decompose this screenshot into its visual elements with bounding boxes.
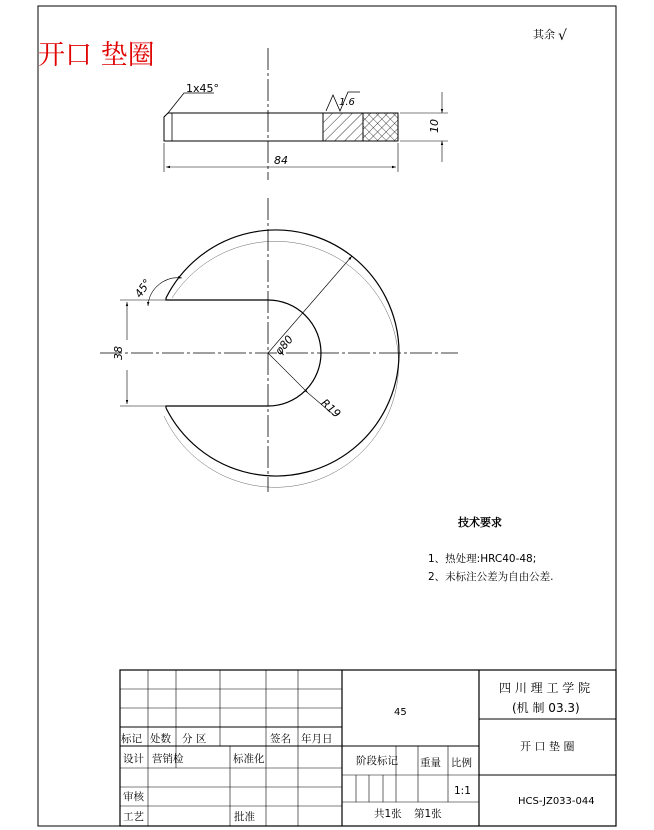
radius-dim: R19 <box>318 396 344 421</box>
label-sign: 签名 <box>270 733 291 745</box>
length-dim: 84 <box>274 154 288 167</box>
drawing-title: 开口 垫圈 <box>38 40 155 71</box>
class-name: (机 制 03.3) <box>512 701 580 715</box>
tech-req-item: 1、热处理:HRC40-48; <box>428 553 537 565</box>
label-zone: 分 区 <box>182 733 207 745</box>
label-review: 审核 <box>123 791 144 803</box>
tech-req-heading: 技术要求 <box>458 516 502 529</box>
sheets-total: 共1张 <box>374 808 402 820</box>
label-mark: 标记 <box>121 733 142 745</box>
roughness-symbol: √ <box>558 28 567 44</box>
label-std-check: 标准化 <box>233 753 265 765</box>
angle-dim: 45° <box>132 276 155 301</box>
roughness-value: 1.6 <box>339 97 355 108</box>
diameter-dim: φ80 <box>272 332 296 358</box>
label-date: 年月日 <box>301 733 333 745</box>
front-view <box>164 48 448 180</box>
label-enterprise: 营销检 <box>152 753 184 765</box>
material: 45 <box>394 707 407 718</box>
thickness-dim: 10 <box>428 119 441 133</box>
label-ratio: 比例 <box>451 757 472 769</box>
tech-req-item: 2、未标注公差为自由公差. <box>428 571 554 583</box>
chamfer-label: 1x45° <box>186 82 220 95</box>
top-view <box>100 198 458 492</box>
roughness-note: 其余 <box>533 28 555 41</box>
hatched-section <box>323 113 363 141</box>
label-count: 处数 <box>150 733 171 745</box>
scale-value: 1:1 <box>454 785 471 797</box>
label-approve: 批准 <box>234 811 255 823</box>
label-design: 设计 <box>123 753 144 765</box>
label-stage: 阶段标记 <box>356 755 398 767</box>
drawing-code: HCS-JZ033-044 <box>518 796 595 807</box>
crosshatch-section <box>363 113 398 141</box>
sheet-number: 第1张 <box>414 808 442 820</box>
label-weight: 重量 <box>420 757 441 769</box>
school-name: 四 川 理 工 学 院 <box>499 681 591 695</box>
label-craft: 工艺 <box>123 811 144 823</box>
part-name: 开 口 垫 圈 <box>520 740 575 753</box>
slot-width-dim: 38 <box>112 346 125 360</box>
